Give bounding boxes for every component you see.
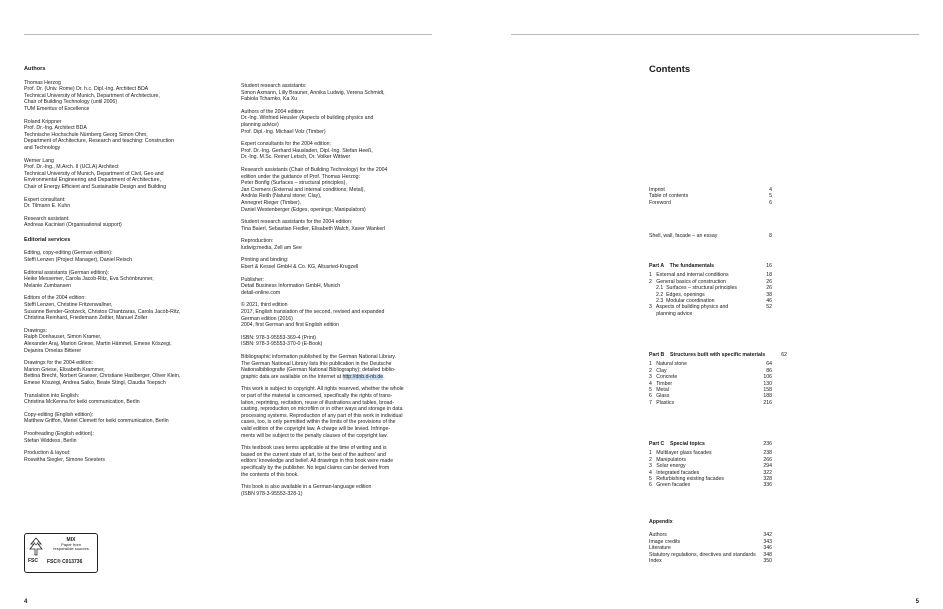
toc-entry-page: 86 <box>766 367 772 374</box>
toc-entry-label: 1 Multilayer glass facades <box>649 450 712 457</box>
part-b-title: Part B Structures built with specific materials <box>649 352 766 358</box>
toc-entry-label: 2 Manipulators <box>649 456 686 463</box>
toc-part-c <box>649 441 772 489</box>
toc-entry-page: 38 <box>766 291 772 298</box>
appendix-items <box>649 532 772 564</box>
middle-after-list <box>241 386 441 497</box>
contents-title: Contents <box>649 64 691 75</box>
toc-entry-page: 8 <box>769 233 772 239</box>
text-block: Editorial assistants (German edition): Heike Messemer, Carola Jacob-Ritz, Eva Schönbrunner, Melanie Zumbansen <box>24 269 154 289</box>
authors-heading: Authors <box>24 66 46 72</box>
toc-entry-label: 3 Concrete <box>649 374 678 381</box>
fsc-mix <box>47 538 95 552</box>
appendix-title: Appendix <box>649 519 673 525</box>
text-block: Research assistant: Andreas Kaciniari (Organisational support) <box>24 215 122 229</box>
page-number-right: 5 <box>915 599 919 605</box>
top-rule-left <box>24 34 432 35</box>
toc-entry-page: 5 <box>769 193 772 200</box>
part-a-items <box>649 272 772 317</box>
toc-entry[interactable] <box>649 200 772 206</box>
page-number-left: 4 <box>24 599 28 605</box>
text-block: © 2021, third edition 2017, English translation of the second, revised and expanded German edition (2016) 2004, first German and first English edition <box>241 302 385 329</box>
text-block: This textbook uses terms applicable at the time of writing and is based on the current state of art, to the best of the authors' and editors' knowledge and belief. All drawings in this book were made specifically by the publisher. No legal claims can be derived from the contents of this book. <box>241 445 394 478</box>
toc-entry-page: 328 <box>763 476 772 483</box>
credits-column-middle <box>241 83 441 503</box>
credits-column-left <box>24 66 234 469</box>
toc-entry-label: 7 Plastics <box>649 399 675 406</box>
text-block: Roland Krippner Prof. Dr.-Ing. Architect BDA Technische Hochschule Nürnberg Georg Simon Ohm, Department of Architecture, Research and teaching: Construction and Technology <box>24 118 174 151</box>
toc-appendix <box>649 519 772 564</box>
toc-entry-page: 6 <box>769 199 772 206</box>
fsc-code: FSC® C013736 <box>47 559 83 565</box>
toc-entry-label: 3 Aspects of building physics and planning advice <box>649 304 729 317</box>
toc-entry-label: Authors <box>649 532 667 539</box>
toc-entry[interactable] <box>649 304 772 317</box>
toc-entry-page: 342 <box>763 532 772 539</box>
toc-entry-label: Shell, wall, facade – an essay <box>649 233 718 239</box>
text-block: Printing and binding: Ebert & Kessel GmbH & Co. KG, Altusried-Krugzell <box>241 257 359 271</box>
toc-part-heading[interactable] <box>649 441 772 447</box>
toc-entry-label: Table of contents <box>649 193 689 200</box>
text-block: Werner Lang Prof. Dr.-Ing., M.Arch. II (UCLA) Architect Technical University of Munich, Department of Civil, Geo and Environmental Engineering and Department of Architecture, Chair of Energy Efficient and Sustainable Design and Building <box>24 157 167 190</box>
toc-entry[interactable] <box>649 482 772 488</box>
toc-part-a <box>649 263 772 317</box>
text-block: Expert consultants for the 2004 edition: Prof. Dr.-Ing. Gerhard Hausladen, Dipl.-Ing. Stefan Heeß, Dr.-Ing. M.Sc. Reiner Letsch, Dr. Volker Wittwer <box>241 141 373 161</box>
bibliographic-end: . <box>383 373 385 380</box>
text-block: Research assistants (Chair of Building Technology) for the 2004 edition under the guidance of Prof. Thomas Herzog: Peter Bonfig (Surfaces – structural principles), Jan Cremers (External and internal conditions; Metal), András Reith (Natural stone; Clay), Annegret Rieger (Timber), Daniel Westenberger (Edges, openings; Manipulators) <box>241 166 388 213</box>
toc-entry-page: 4 <box>769 187 772 193</box>
toc-entry-label: Literature <box>649 545 671 552</box>
toc-entry-label: 2.1 Surfaces – structural principles <box>656 285 738 292</box>
part-b-items <box>649 361 772 406</box>
part-c-items <box>649 450 772 488</box>
toc-entry-page: 106 <box>763 374 772 381</box>
text-block: Proofreading (English edition): Stefan Widdess, Berlin <box>24 430 94 444</box>
text-block: Thomas Herzog Prof. Dr. (Univ. Rome) Dr. h.c. Dipl.-Ing. Architect BDA Technical University of Munich, Department of Architecture, Chair of Building Technology (until 2006) TUM Emeritus of Excellence <box>24 79 160 112</box>
part-c-title: Part C Special topics <box>649 441 705 447</box>
editorial-list <box>24 250 234 463</box>
text-block: This book is also available in a German-language edition (ISBN 978-3-95553-328-1) <box>241 484 372 497</box>
toc-entry-page: 350 <box>763 558 772 565</box>
fsc-label: FSC <box>28 558 38 564</box>
authors-list <box>24 80 234 229</box>
toc-entry-label: 2 General basics of construction <box>649 278 726 285</box>
fsc-mix-sub: Paper from responsible sources <box>53 541 89 552</box>
toc-entry-label: Imprint <box>649 187 665 193</box>
text-block: Editing, copy-editing (German edition): Steffi Lenzen (Project Manager), Daniel Reisch <box>24 250 133 264</box>
toc-entry-page: 343 <box>763 538 772 545</box>
toc-entry-label: 6 Glass <box>649 393 670 400</box>
fsc-logo <box>24 533 98 573</box>
toc-front <box>649 187 772 206</box>
toc-entry-page: 158 <box>763 387 772 394</box>
top-rule-right <box>511 34 919 35</box>
text-block: Expert consultant: Dr. Tilmann E. Kuhn <box>24 196 71 210</box>
toc-entry-label: Index <box>649 558 662 565</box>
toc-entry-page: 52 <box>766 304 772 311</box>
text-block: Editors of the 2004 edition: Steffi Lenzen, Christine Fritzenwallner, Susanne Bender-Grotzeck, Christos Chantzaras, Carola Jacob-Ritz, Christina Reinhard, Friedemann Zeitler, Manuel Zoller <box>24 295 181 322</box>
text-block: This work is subject to copyright. All rights reserved, whether the whole or part of the material is concerned, specifically the rights of trans- lation, reprinting, recitation, reuse of illustrations and tables, broad- casting, reproduction on microfilm or in other ways and storage in data processing systems. Reproduction of any part of this work in individual cases, too, is only permitted within the limits of the provisions of the valid edition of the copyright law. A charge will be levied. Infringe- ments will be subject to the penalty clauses of the copyright law. <box>241 386 404 439</box>
bibliographic-text: Bibliographic information published by the German National Library. The German National Library lists this publication in the Deutsche Nationalbibliografie (German National Bibliography); detailed biblio- graphic data are available on the Internet at <box>241 354 397 380</box>
text-block: Student research assistants for the 2004 edition: Tina Baierl, Sebastian Fiedler, Elisabeth Walch, Xaver Wankerl <box>241 219 386 232</box>
toc-part-heading[interactable] <box>649 352 787 358</box>
text-block: ISBN: 978-3-95553-369-4 (Print) ISBN: 978-3-95553-370-0 (E-Book) <box>241 334 323 348</box>
toc-entry-label: 2.2 Edges, openings <box>656 291 705 298</box>
toc-entry-page: 188 <box>763 393 772 400</box>
toc-entry-page: 322 <box>763 469 772 476</box>
toc-entry-label: Image credits <box>649 538 681 545</box>
toc-entry-page: 336 <box>763 482 772 489</box>
bibliographic-info <box>241 354 441 380</box>
text-block: Drawings: Ralph Donhauser, Simon Kramer, Alexander Araj, Marion Griese, Martin Hämmel, Emese Köszegi, Dejanira Ornelas Bitterer <box>24 327 172 354</box>
text-block: Translation into English: Christina McKenna for keiki communication, Berlin <box>24 392 140 406</box>
toc-entry-label: 2.3 Modular coordination <box>656 298 715 305</box>
toc-entry-label: 5 Metal <box>649 387 669 394</box>
toc-entry-page: 266 <box>763 456 772 463</box>
toc-part-heading[interactable] <box>649 263 772 269</box>
toc-entry-label: 1 Natural stone <box>649 361 688 368</box>
toc-entry[interactable] <box>649 400 772 406</box>
dnb-link[interactable]: http://dnb.d-nb.de <box>342 373 384 380</box>
toc-entry-page: 46 <box>766 298 772 305</box>
toc-entry[interactable] <box>649 558 772 564</box>
toc-entry-page: 130 <box>763 380 772 387</box>
text-block: Copy-editing (English edition): Matthew Griffon, Meriel Clemett for keiki communication, Berlin <box>24 411 169 425</box>
text-block: Authors of the 2004 edition: Dr.-Ing. Winfried Heusler (Aspects of building physics and planning advice) Prof. Dipl.-Ing. Michael Volz (Timber) <box>241 108 374 135</box>
fsc-mix-title: MIX <box>66 537 76 543</box>
part-c-page: 236 <box>763 441 772 447</box>
toc-entry-page: 238 <box>763 450 772 457</box>
middle-list <box>241 83 441 348</box>
toc-entry-page: 26 <box>766 278 772 285</box>
editorial-heading: Editorial services <box>24 236 71 243</box>
toc-entry[interactable] <box>649 233 772 239</box>
toc-entry-label: 5 Refurbishing existing facades <box>649 476 724 483</box>
toc-part-b <box>649 352 787 406</box>
text-block: Student research assistants: Simon Axmann, Lilly Brauner, Annika Ludwig, Verena Schmidt, Fabiola Tchamko, Ka Xu <box>241 83 385 103</box>
toc-entry-label: 3 Solar energy <box>649 463 686 470</box>
fsc-tree-icon <box>29 537 43 557</box>
toc-essay <box>649 233 772 239</box>
toc-entry-page: 18 <box>766 272 772 279</box>
toc-entry[interactable] <box>649 552 772 558</box>
toc-part-heading[interactable] <box>649 519 772 525</box>
toc-entry-label: Statutory regulations, directives and standards <box>649 551 756 558</box>
text-block: Publisher: Detail Business Information GmbH, Munich detail-online.com <box>241 276 341 296</box>
toc-entry-label: Foreword <box>649 199 671 206</box>
toc-entry-page: 348 <box>763 551 772 558</box>
text-block: Production & layout: Roswitha Siegler, Simone Soesters <box>24 450 106 463</box>
part-a-page: 16 <box>766 263 772 269</box>
toc-entry-label: 6 Green facades <box>649 482 691 489</box>
toc-entry-page: 64 <box>766 361 772 368</box>
text-block: Reproduction: ludwig:media, Zell am See <box>241 238 302 251</box>
toc-entry-label: 4 Integrated facades <box>649 469 700 476</box>
toc-entry-label: 4 Timber <box>649 380 673 387</box>
toc-entry-page: 294 <box>763 463 772 470</box>
toc-entry-page: 346 <box>763 545 772 552</box>
part-b-page: 62 <box>781 352 787 358</box>
toc-entry-label: 1 External and internal conditions <box>649 272 729 279</box>
toc-entry-label: 2 Clay <box>649 367 667 374</box>
text-block: Drawings for the 2004 edition: Marion Griese, Elisabeth Krammer, Bettina Brecht, Norbert Graeser, Christiane Haslberger, Oliver Klein, Emese Köszegi, Andrea Saiko, Beate Stingl, Claudia Toepsch <box>24 360 181 386</box>
toc-entry-page: 216 <box>763 399 772 406</box>
part-a-title: Part A The fundamentals <box>649 263 715 269</box>
toc-entry-page: 26 <box>766 285 772 292</box>
